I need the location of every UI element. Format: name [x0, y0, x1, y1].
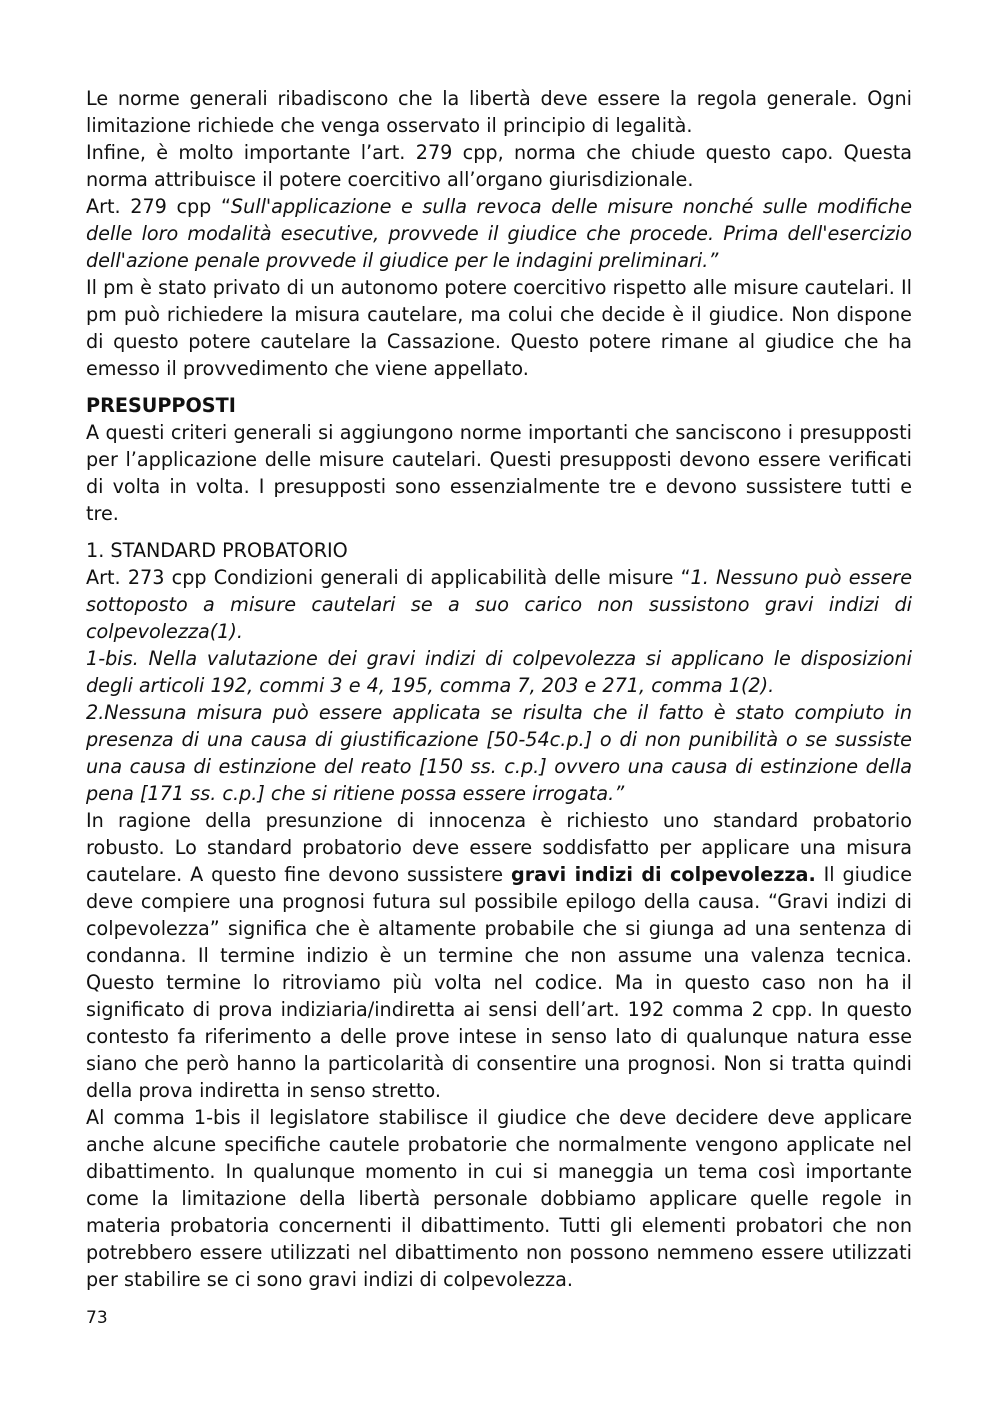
- paragraph-comma-1bis: Al comma 1-bis il legislatore stabilisce il giudice che deve decidere deve applicare anche alcune specifiche cautele probatorie che normalmente vengono applicate nel dibattimento. In qualunque momento in cui si maneggia un tema così importante come la limitazione della libertà personale dobbiamo applicare quelle regole in materia probatoria concernenti il dibattimento. Tutti gli elementi probatori che non potrebbero essere utilizzati nel dibattimento non possono nemmeno essere utilizzati per stabilire se ci sono gravi indizi di colpevolezza.: [86, 1106, 912, 1291]
- paragraph-art-273-c1bis: 1-bis. Nella valutazione dei gravi indizi di colpevolezza si applicano le disposizioni degli articoli 192, commi 3 e 4, 195, comma 7, 203 e 271, comma 1(2).: [86, 647, 912, 697]
- paragraph-presunzione: [86, 807, 912, 1104]
- paragraph-art-273-c1: [86, 564, 912, 645]
- heading-presupposti: PRESUPPOSTI: [86, 394, 236, 417]
- paragraph-art-279: [86, 193, 912, 274]
- art-273-prefix: Art. 273 cpp Condizioni generali di applicabilità delle misure “: [86, 566, 691, 589]
- presunzione-text-before: In ragione della presunzione di innocenza è richiesto uno standard probatorio robusto. Lo standard probatorio deve essere soddisfatto per applicare una misura cautelare. A questo fine devono sussistere: [86, 809, 912, 886]
- paragraph-presupposti: A questi criteri generali si aggiungono norme importanti che sanciscono i presupposti per l’applicazione delle misure cautelari. Questi presupposti devono essere verificati di volta in volta. I presupposti sono essenzialmente tre e devono sussistere tutti e tre.: [86, 421, 912, 525]
- paragraph-art-273-c2: 2.Nessuna misura può essere applicata se risulta che il fatto è stato compiuto in presenza di una causa di giustificazione [50-54c.p.] o di non punibilità o se sussiste una causa di estinzione del reato [150 ss. c.p.] ovvero una causa di estinzione della pena [171 ss. c.p.] che si ritiene possa essere irrogata.”: [86, 701, 912, 805]
- page-number: 73: [86, 1308, 108, 1328]
- art-279-quote: Sull'applicazione e sulla revoca delle misure nonché sulle modifiche delle loro modalità esecutive, provvede il giudice che procede. Prima dell'esercizio dell'azione penale provvede il giudice per le indagini preliminari.”: [86, 195, 912, 272]
- paragraph-intro-1: Le norme generali ribadiscono che la libertà deve essere la regola generale. Ogni limitazione richiede che venga osservato il principio di legalità.: [86, 87, 912, 137]
- gravi-indizi-bold: gravi indizi di colpevolezza.: [510, 863, 816, 886]
- heading-standard-probatorio: 1. STANDARD PROBATORIO: [86, 539, 348, 562]
- page-body: [86, 85, 912, 1293]
- art-273-comma-1: 1. Nessuno può essere sottoposto a misure cautelari se a suo carico non sussistono gravi indizi di colpevolezza(1).: [86, 566, 912, 643]
- art-279-prefix: Art. 279 cpp “: [86, 195, 231, 218]
- paragraph-intro-4: Il pm è stato privato di un autonomo potere coercitivo rispetto alle misure cautelari. Il pm può richiedere la misura cautelare, ma colui che decide è il giudice. Non dispone di questo potere cautelare la Cassazione. Questo potere rimane al giudice che ha emesso il provvedimento che viene appellato.: [86, 276, 912, 380]
- paragraph-intro-2: Infine, è molto importante l’art. 279 cpp, norma che chiude questo capo. Questa norma attribuisce il potere coercitivo all’organo giurisdizionale.: [86, 141, 912, 191]
- presunzione-text-after: Il giudice deve compiere una prognosi futura sul possibile epilogo della causa. “Gravi indizi di colpevolezza” significa che è altamente probabile che si giunga ad una sentenza di condanna. Il termine indizio è un termine che non assume una valenza tecnica. Questo termine lo ritroviamo più volta nel codice. Ma in questo caso non ha il significato di prova indiziaria/indiretta ai sensi dell’art. 192 comma 2 cpp. In questo contesto fa riferimento a delle prove intese in senso lato di qualunque natura esse siano che però hanno la particolarità di consentire una prognosi. Non si tratta quindi della prova indiretta in senso stretto.: [86, 863, 913, 1102]
